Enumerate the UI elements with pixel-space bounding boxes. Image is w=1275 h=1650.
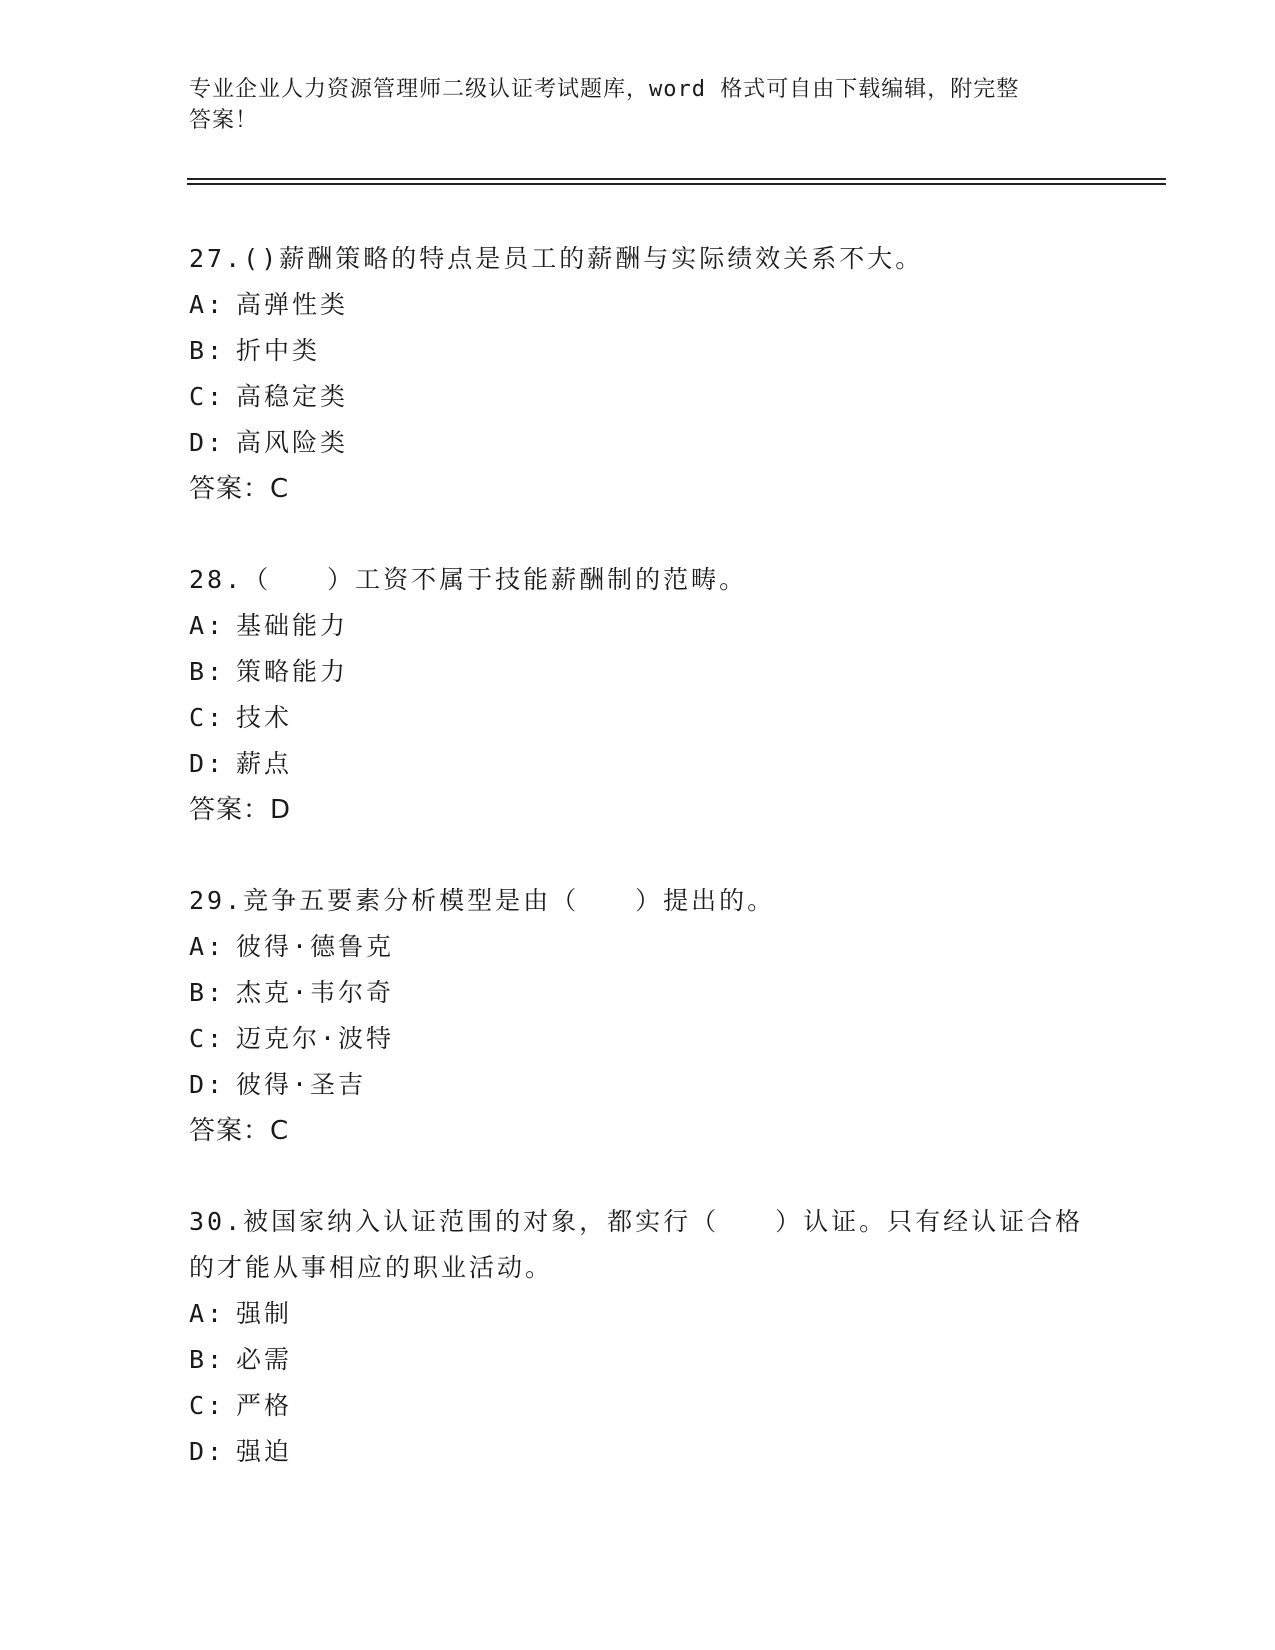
option-d bbox=[189, 741, 1089, 787]
option-text: 高稳定类 bbox=[236, 382, 349, 411]
answer-line bbox=[189, 1108, 1089, 1154]
option-letter: B: bbox=[189, 657, 226, 686]
option-text: 基础能力 bbox=[236, 611, 349, 640]
option-text: 策略能力 bbox=[236, 657, 349, 686]
option-b bbox=[189, 328, 1089, 374]
option-letter: A: bbox=[189, 611, 226, 640]
question-body: 竞争五要素分析模型是由（ ）提出的。 bbox=[243, 886, 776, 915]
question-number: 28. bbox=[189, 565, 244, 594]
option-list bbox=[189, 603, 1089, 787]
option-text: 必需 bbox=[236, 1345, 293, 1374]
answer-label: 答案： bbox=[189, 1116, 271, 1146]
question-27 bbox=[189, 236, 1089, 512]
option-letter: C: bbox=[189, 1391, 226, 1420]
option-letter: A: bbox=[189, 1299, 226, 1328]
option-list bbox=[189, 282, 1089, 466]
answer-label: 答案： bbox=[189, 795, 271, 825]
option-a bbox=[189, 603, 1089, 649]
question-number: 30. bbox=[189, 1207, 244, 1236]
header-divider bbox=[187, 178, 1166, 185]
option-b bbox=[189, 649, 1089, 695]
header-line-2: 答案！ bbox=[189, 108, 259, 133]
option-list bbox=[189, 1291, 1089, 1475]
question-text bbox=[189, 878, 1089, 924]
answer-value: C bbox=[270, 1116, 290, 1146]
option-a bbox=[189, 924, 1089, 970]
option-letter: B: bbox=[189, 1345, 226, 1374]
question-text bbox=[189, 557, 1089, 603]
option-c bbox=[189, 1383, 1089, 1429]
option-letter: D: bbox=[189, 1070, 226, 1099]
option-text: 强制 bbox=[236, 1299, 293, 1328]
option-letter: D: bbox=[189, 428, 226, 457]
option-text: 折中类 bbox=[236, 336, 321, 365]
option-b bbox=[189, 1337, 1089, 1383]
option-list bbox=[189, 924, 1089, 1108]
question-list bbox=[189, 236, 1089, 1520]
question-29 bbox=[189, 878, 1089, 1154]
option-a bbox=[189, 1291, 1089, 1337]
option-text: 薪点 bbox=[236, 749, 293, 778]
option-text: 杰克·韦尔奇 bbox=[236, 978, 395, 1007]
answer-value: C bbox=[270, 474, 290, 504]
question-text bbox=[189, 1199, 1089, 1291]
option-b bbox=[189, 970, 1089, 1016]
answer-label: 答案： bbox=[189, 474, 271, 504]
question-number: 27. bbox=[189, 244, 244, 273]
header-line-1: 专业企业人力资源管理师二级认证考试题库，word 格式可自由下载编辑，附完整 bbox=[189, 77, 1020, 102]
option-letter: A: bbox=[189, 932, 226, 961]
option-letter: D: bbox=[189, 1437, 226, 1466]
option-text: 彼得·圣吉 bbox=[236, 1070, 367, 1099]
option-letter: C: bbox=[189, 382, 226, 411]
answer-value: D bbox=[270, 795, 292, 825]
option-d bbox=[189, 1429, 1089, 1475]
question-body: ()薪酬策略的特点是员工的薪酬与实际绩效关系不大。 bbox=[243, 244, 924, 273]
answer-line bbox=[189, 787, 1089, 833]
option-letter: C: bbox=[189, 703, 226, 732]
question-number: 29. bbox=[189, 886, 244, 915]
option-c bbox=[189, 374, 1089, 420]
option-c bbox=[189, 695, 1089, 741]
option-text: 严格 bbox=[236, 1391, 293, 1420]
question-body: （ ）工资不属于技能薪酬制的范畴。 bbox=[243, 565, 748, 594]
option-text: 高弹性类 bbox=[236, 290, 349, 319]
question-28 bbox=[189, 557, 1089, 833]
option-a bbox=[189, 282, 1089, 328]
option-text: 迈克尔·波特 bbox=[236, 1024, 395, 1053]
option-d bbox=[189, 420, 1089, 466]
option-d bbox=[189, 1062, 1089, 1108]
question-30 bbox=[189, 1199, 1089, 1475]
option-letter: A: bbox=[189, 290, 226, 319]
option-letter: C: bbox=[189, 1024, 226, 1053]
option-letter: B: bbox=[189, 336, 226, 365]
question-body: 被国家纳入认证范围的对象，都实行（ ）认证。只有经认证合格的才能从事相应的职业活动。 bbox=[189, 1207, 1084, 1282]
option-c bbox=[189, 1016, 1089, 1062]
option-letter: B: bbox=[189, 978, 226, 1007]
option-text: 技术 bbox=[236, 703, 293, 732]
document-header bbox=[189, 74, 1069, 136]
option-letter: D: bbox=[189, 749, 226, 778]
option-text: 彼得·德鲁克 bbox=[236, 932, 395, 961]
question-text bbox=[189, 236, 1089, 282]
option-text: 强迫 bbox=[236, 1437, 293, 1466]
answer-line bbox=[189, 466, 1089, 512]
option-text: 高风险类 bbox=[236, 428, 349, 457]
